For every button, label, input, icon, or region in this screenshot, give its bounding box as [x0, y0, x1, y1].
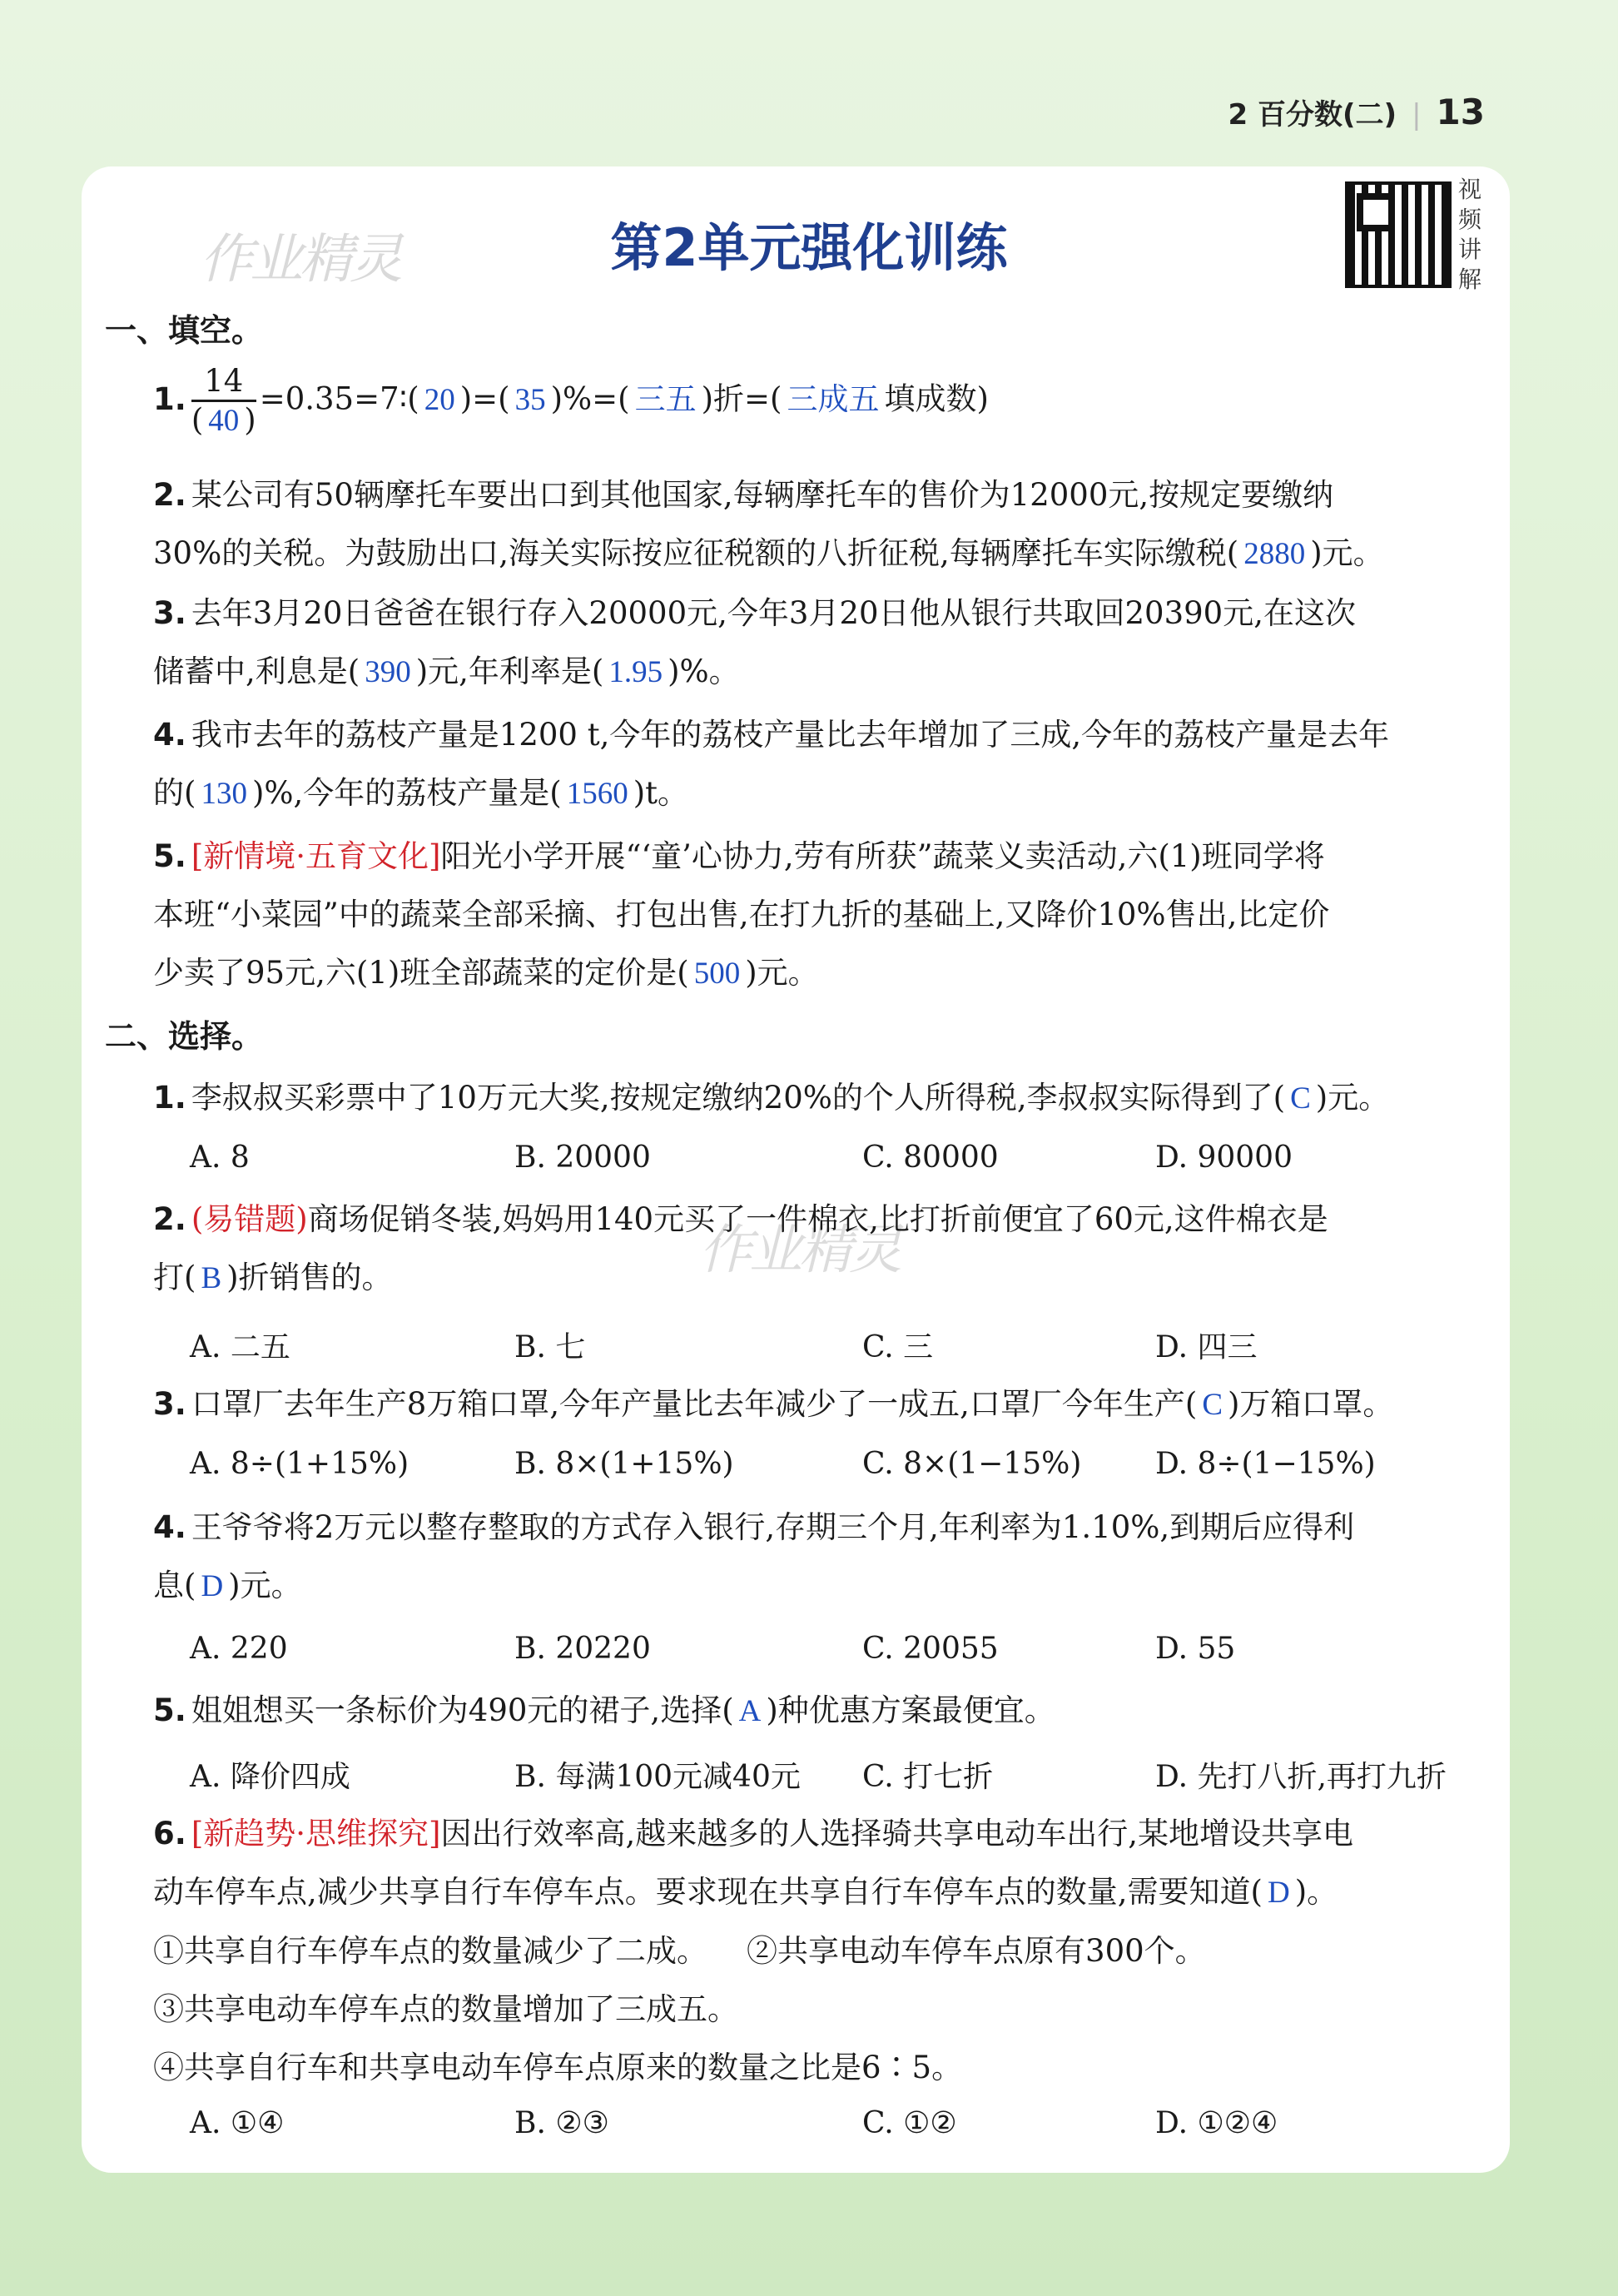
- fraction: $\frac{14}{( 40 )}$: [191, 363, 256, 438]
- condition-4: ④共享自行车和共享电动车停车点原来的数量之比是6∶5。: [153, 2050, 963, 2085]
- option-b: B. 七: [514, 1330, 586, 1364]
- answer: 500: [693, 957, 741, 991]
- option-b: B. 20220: [514, 1632, 651, 1666]
- page-number: 13: [1436, 92, 1485, 132]
- option-a: A. ①④: [190, 2106, 285, 2140]
- section-heading-fill: 一、填空。: [105, 312, 264, 349]
- answer: B: [201, 1261, 222, 1295]
- option-c: C. 打七折: [862, 1760, 994, 1794]
- answer: D: [201, 1569, 224, 1603]
- question-2-5: 5. 姐姐想买一条标价为490元的裙子,选择( A )种优惠方案最便宜。: [153, 1692, 1055, 1728]
- option-c: C. 8×(1−15%): [862, 1447, 1082, 1481]
- answer: D: [1267, 1876, 1290, 1910]
- answer: 2880: [1243, 537, 1306, 571]
- option-a: A. 降价四成: [190, 1760, 350, 1794]
- option-a: A. 二五: [190, 1330, 290, 1364]
- option-d: D. 55: [1155, 1632, 1236, 1666]
- answer: 390: [365, 655, 411, 689]
- answer: A: [738, 1694, 762, 1728]
- answer: 40: [208, 404, 240, 438]
- option-d: D. ①②④: [1155, 2106, 1278, 2140]
- option-d: D. 90000: [1155, 1141, 1293, 1175]
- option-c: C. ①②: [862, 2106, 957, 2140]
- option-b: B. 20000: [514, 1141, 651, 1175]
- option-a: A. 220: [190, 1632, 288, 1666]
- question-1-5: 5. [新情境·五育文化]阳光小学开展“‘童’心协力,劳有所获”蔬菜义卖活动,六(1)班同学将 本班“小菜园”中的蔬菜全部采摘、打包出售,在打九折的基础上,又降价10%售出,比定价 少卖了95元,六(1)班全部蔬菜的定价是( 500 )元。: [153, 838, 1330, 991]
- answer: 130: [201, 777, 247, 811]
- option-a: A. 8÷(1+15%): [190, 1447, 409, 1481]
- question-1-3: 3. 去年3月20日爸爸在银行存入20000元,今年3月20日他从银行共取回20390元,在这次 储蓄中,利息是( 390 )元,年利率是( 1.95 )%。: [153, 595, 1356, 689]
- answer: 20: [424, 382, 455, 417]
- answer: 1.95: [608, 655, 663, 689]
- tag-label: [新情境·五育文化]: [191, 838, 441, 874]
- option-c: C. 三: [862, 1330, 934, 1364]
- watermark: 作业精灵: [200, 229, 400, 291]
- option-c: C. 80000: [862, 1141, 999, 1175]
- tag-label: (易错题): [191, 1201, 308, 1237]
- answer: C: [1202, 1388, 1223, 1422]
- answer: 三成五: [787, 382, 880, 417]
- question-1-2: 2. 某公司有50辆摩托车要出口到其他国家,每辆摩托车的售价为12000元,按规定要缴纳 30%的关税。为鼓励出口,海关实际按应征税额的八折征税,每辆摩托车实际缴税( 2880 )元。: [153, 477, 1384, 571]
- option-b: B. 每满100元减40元: [514, 1760, 801, 1794]
- option-d: D. 8÷(1−15%): [1155, 1447, 1376, 1481]
- option-c: C. 20055: [862, 1632, 999, 1666]
- option-b: B. 8×(1+15%): [514, 1447, 734, 1481]
- option-b: B. ②③: [514, 2106, 609, 2140]
- question-1-4: 4. 我市去年的荔枝产量是1200 t,今年的荔枝产量比去年增加了三成,今年的荔枝产量是去年 的( 130 )%,今年的荔枝产量是( 1560 )t。: [153, 717, 1390, 811]
- condition-3: ③共享电动车停车点的数量增加了三成五。: [153, 1991, 738, 2027]
- question-2-4: 4. 王爷爷将2万元以整存整取的方式存入银行,存期三个月,年利率为1.10%,到期后应得利 息( D )元。: [153, 1509, 1355, 1603]
- answer: 三五: [634, 382, 697, 417]
- condition-2: ②共享电动车停车点原有300个。: [747, 1933, 1206, 1969]
- condition-1: ①共享自行车停车点的数量减少了二成。: [153, 1933, 707, 1969]
- question-2-6: 6. [新趋势·思维探究]因出行效率高,越来越多的人选择骑共享电动车出行,某地增设共享电 动车停车点,减少共享自行车停车点。要求现在共享自行车停车点的数量,需要知道( D )。 ①共享自行车停车点的数量减少了二成。 ②共享电动车停车点原有300个。 ③共享电动车停车点的数量增加了三成五。 ④共享自行车和共享电动车停车点原来的数量之比是6∶5。: [153, 1816, 1353, 2085]
- chapter-label: 2 百分数(二): [1228, 98, 1397, 132]
- page-header: 2 百分数(二) | 13: [1228, 92, 1485, 132]
- question-2-2: 2. (易错题)商场促销冬装,妈妈用140元买了一件棉衣,比打折前便宜了60元,这件棉衣是 打( B )折销售的。: [153, 1201, 1328, 1295]
- qr-label: 视频讲解: [1458, 176, 1482, 293]
- qr-code-icon[interactable]: [1345, 181, 1452, 288]
- option-a: A. 8: [190, 1141, 250, 1175]
- option-d: D. 四三: [1155, 1330, 1258, 1364]
- tag-label: [新趋势·思维探究]: [191, 1816, 441, 1851]
- page-title: 第2单元强化训练: [610, 217, 1008, 278]
- question-1-1: 1. $\frac{14}{( 40 )}$ =0.35=7∶( 20 )=( 35 )%=( 三五 )折=( 三成五 填成数): [153, 363, 989, 438]
- answer: 1560: [566, 777, 628, 811]
- question-2-3: 3. 口罩厂去年生产8万箱口罩,今年产量比去年减少了一成五,口罩厂今年生产( C )万箱口罩。: [153, 1386, 1394, 1422]
- watermark-center: 作业精灵: [699, 1220, 899, 1281]
- section-heading-choice: 二、选择。: [105, 1018, 264, 1055]
- question-2-1: 1. 李叔叔买彩票中了10万元大奖,按规定缴纳20%的个人所得税,李叔叔实际得到了( C )元。: [153, 1080, 1390, 1116]
- answer: 35: [514, 382, 546, 417]
- answer: C: [1290, 1081, 1311, 1116]
- option-d: D. 先打八折,再打九折: [1155, 1760, 1447, 1794]
